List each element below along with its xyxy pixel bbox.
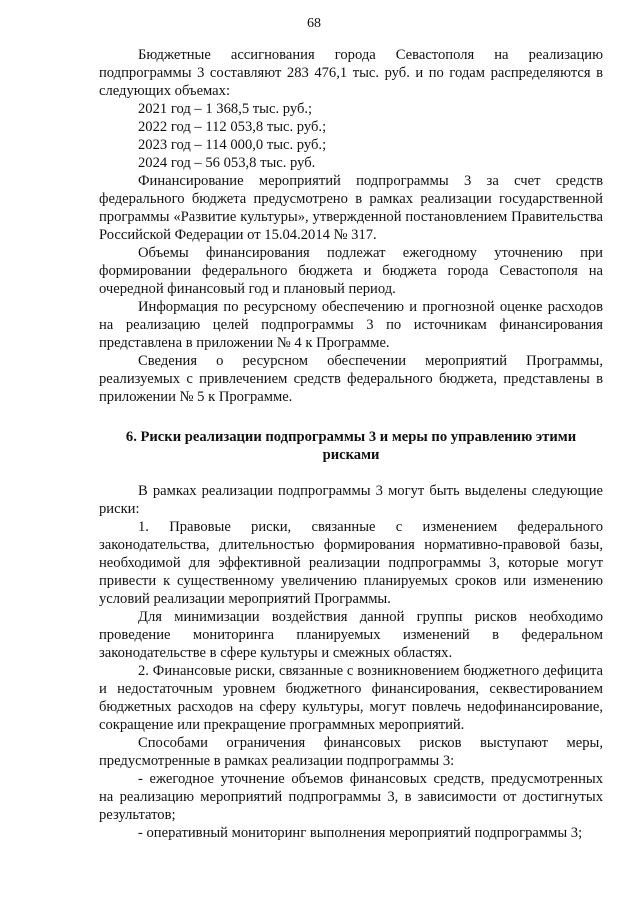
- paragraph: Для минимизации воздействия данной группы рисков необходимо проведение мониторинга планируемых изменений в федеральном законодательстве в сфере культуры и смежных областях.: [99, 609, 603, 661]
- list-item: - оперативный мониторинг выполнения мероприятий подпрограммы 3;: [138, 825, 583, 841]
- page-content: [99, 46, 603, 842]
- paragraph: 1. Правовые риски, связанные с изменением федерального законодательства, длительностью формирования нормативно-правовой базы, необходимой для эффективной реализации подпрограммы 3, которые могут привести к существенному увеличению планируемых сроков или изменению условий реализации мероприятий Программы.: [99, 519, 603, 607]
- paragraph: В рамках реализации подпрограммы 3 могут быть выделены следующие риски:: [99, 483, 603, 517]
- paragraph: 2. Финансовые риски, связанные с возникновением бюджетного дефицита и недостаточным уровнем бюджетного финансирования, секвестированием бюджетных расходов на сферу культуры, могут повлечь недофинансирование, сокращение или прекращение программных мероприятий.: [99, 663, 603, 733]
- paragraph: Сведения о ресурсном обеспечении мероприятий Программы, реализуемых с привлечением средств федерального бюджета, представлены в приложении № 5 к Программе.: [99, 353, 603, 405]
- paragraph: Объемы финансирования подлежат ежегодному уточнению при формировании федерального бюджета и бюджета города Севастополя на очередной финансовый год и плановый период.: [99, 245, 603, 297]
- page-number: 68: [307, 16, 321, 31]
- budget-year-line: 2022 год – 112 053,8 тыс. руб.;: [138, 119, 327, 135]
- paragraph: Финансирование мероприятий подпрограммы 3 за счет средств федерального бюджета предусмотрено в рамках реализации государственной программы «Развитие культуры», утвержденной постановлением Правительства Российской Федерации от 15.04.2014 № 317.: [99, 173, 603, 243]
- list-item: - ежегодное уточнение объемов финансовых средств, предусмотренных на реализацию мероприятий подпрограммы 3, в зависимости от достигнутых результатов;: [99, 771, 603, 823]
- budget-year-line: 2021 год – 1 368,5 тыс. руб.;: [138, 101, 313, 117]
- paragraph: Бюджетные ассигнования города Севастополя на реализацию подпрограммы 3 составляют 283 476,1 тыс. руб. и по годам распределяются в следующих объемах:: [99, 47, 603, 99]
- paragraph: Способами ограничения финансовых рисков выступают меры, предусмотренные в рамках реализации подпрограммы 3:: [99, 735, 603, 769]
- budget-year-line: 2023 год – 114 000,0 тыс. руб.;: [138, 137, 327, 153]
- paragraph: Информация по ресурсному обеспечению и прогнозной оценке расходов на реализацию целей подпрограммы 3 по источникам финансирования представлена в приложении № 4 к Программе.: [99, 299, 603, 351]
- section-heading: 6. Риски реализации подпрограммы 3 и меры по управлению этими рисками: [125, 429, 577, 463]
- budget-year-line: 2024 год – 56 053,8 тыс. руб.: [138, 155, 316, 171]
